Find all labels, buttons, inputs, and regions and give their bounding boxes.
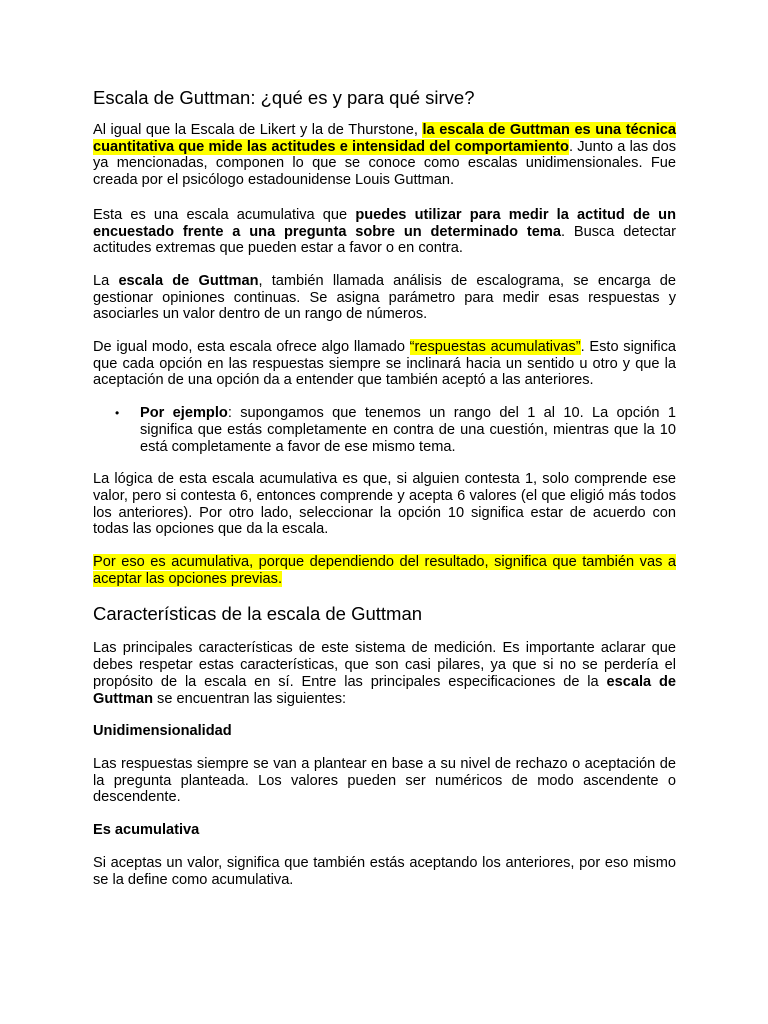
responses-highlighted-term: “respuestas acumulativas” <box>409 339 581 356</box>
cumulative-responses-paragraph <box>93 339 676 389</box>
cumulative-heading: Es acumulativa <box>93 822 200 839</box>
cumulative-text-end: . Busca detectar actitudes extremas que pueden estar a favor o en contra. <box>93 223 676 257</box>
intro-text-end: . Junto a las dos ya mencionadas, componen lo que se conoce como escalas unidimensionales. Fue creada por el psicólogo estadounidense Louis Guttman. <box>93 138 676 189</box>
characteristics-bold-text: escala de Guttman <box>93 673 676 707</box>
characteristics-text-start: Las principales características de este sistema de medición. Es importante aclarar que debes respetar estas características, que son casi pilares, ya que si no se perdería el propósito de la escala en sí. Entre las principales especificaciones de la <box>93 640 676 690</box>
example-text: : supongamos que tenemos un rango del 1 al 10. La opción 1 significa que estás completamente en contra de una cuestión, mientras que la 10 está completamente a favor de ese mismo tema. <box>140 405 677 455</box>
responses-text-end: . Esto significa que cada opción en las respuestas siempre se inclinará hacia un sentido u otro y que la aceptación de una opción da a entender que también aceptó a las anteriores. <box>93 339 676 389</box>
intro-paragraph <box>93 122 676 189</box>
characteristics-heading: Características de la escala de Guttman <box>93 603 423 625</box>
logic-paragraph: La lógica de esta escala acumulativa es que, si alguien contesta 1, solo comprende ese valor, pero si contesta 6, entonces comprende y acepta 6 valores (el que eligió más todos los anteriores). Por otro lado, seleccionar la opción 10 significa estar de acuerdo con todas las opciones que da la escala. <box>93 471 676 538</box>
cumulative-scale-paragraph <box>93 207 676 257</box>
scalogram-bold-text: escala de Guttman <box>118 272 259 289</box>
conclusion-paragraph <box>93 554 676 587</box>
example-label: Por ejemplo <box>140 405 228 422</box>
example-list <box>93 405 676 455</box>
scalogram-paragraph <box>93 273 676 323</box>
list-item <box>115 405 677 455</box>
cumulative-bold-text: puedes utilizar para medir la actitud de un encuestado frente a una pregunta sobre un determinado tema <box>93 206 676 240</box>
responses-text-start: De igual modo, esta escala ofrece algo llamado <box>93 339 410 356</box>
intro-highlighted-definition: la escala de Guttman es una técnica cuantitativa que mide las actitudes e intensidad del comportamiento <box>93 122 676 155</box>
cumulative-text-start: Esta es una escala acumulativa que <box>93 206 356 223</box>
unidimensionality-paragraph: Las respuestas siempre se van a plantear en base a su nivel de rechazo o aceptación de la pregunta planteada. Los valores pueden ser numéricos de modo ascendente o descendente. <box>93 755 676 806</box>
intro-text-start: Al igual que la Escala de Likert y la de Thurstone, <box>93 122 423 138</box>
document-title: Escala de Guttman: ¿qué es y para qué sirve? <box>93 87 475 108</box>
characteristics-paragraph <box>93 640 676 707</box>
characteristics-text-end: se encuentran las siguientes: <box>153 690 347 707</box>
scalogram-text-end: , también llamada análisis de escalograma, se encarga de gestionar opiniones continuas. Se asigna parámetro para medir esas respuestas y asociarles un valor dentro de un rango de números. <box>93 272 676 323</box>
cumulative-definition-paragraph: Si aceptas un valor, significa que también estás aceptando los anteriores, por eso mismo se la define como acumulativa. <box>93 854 676 888</box>
conclusion-highlighted-text: Por eso es acumulativa, porque dependiendo del resultado, significa que también vas a aceptar las opciones previas. <box>93 554 676 587</box>
scalogram-text-start: La <box>93 272 119 289</box>
bullet-icon: • <box>115 406 120 421</box>
unidimensionality-heading: Unidimensionalidad <box>93 723 232 740</box>
